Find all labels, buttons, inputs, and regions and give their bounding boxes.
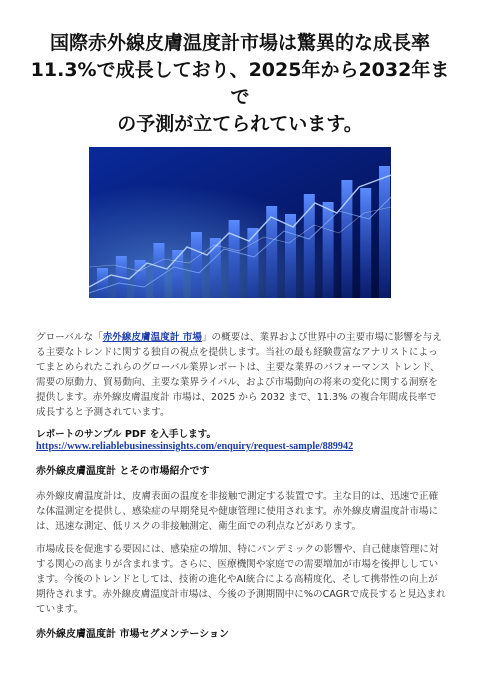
hero-image [89,147,391,298]
section-heading-intro: 赤外線皮膚温度計 とその市場紹介です [36,466,210,477]
intro-paragraph [36,330,446,420]
hero-decorative-bar [247,228,258,298]
title-line-3: の予測が立てられています。 [117,113,363,135]
hero-decorative-bar [360,188,371,298]
page-title [24,30,456,138]
hero-decorative-bar [153,243,164,298]
title-line-1: 国際赤外線皮膚温度計市場は驚異的な成長率 [49,32,430,54]
hero-decorative-bar [323,202,334,298]
sample-title: レポートのサンプル PDF を入手します。 [36,429,217,440]
hero-decorative-bar [229,220,240,298]
market-link[interactable]: 赤外線皮膚温度計 市場 [102,332,202,343]
intro-prefix: グローバルな「 [36,332,103,343]
intro-suffix: 」の概要は、業界および世界中の主要市場に影響を与える主要なトレンドに関する独自の視点を提供します。当社の最も経験豊富なアナリストによってまとめられたこれらのグローバル業界レポートは、主要な業界のパフォーマンス トレンド、需要の原動力、貿易動向、主要な業界ライバル、および市場動向の将来の変化に関する洞察を提供します。赤外線皮膚温度計 市場は、2025 から 2032 まで、11.3% の複合年間成長率で成長すると予測されています。 [36,332,442,418]
intro-section-paragraph-2: 市場成長を促進する要因には、感染症の増加、特にパンデミックの影響や、自己健康管理に対する関心の高まりが含まれます。さらに、医療機関や家庭での需要増加が市場を後押ししています。今後のトレンドとしては、技術の進化やAI統合による高精度化、そして携帯性の向上が期待されます。赤外線皮膚温度計市場は、今後の予測期間中に%のCAGRで成長すると見込まれています。 [36,544,446,615]
hero-decorative-bar [379,166,390,298]
title-line-2: 11.3%で成長しており、2025年から2032年まで [30,59,450,108]
intro-section-paragraph-1: 赤外線皮膚温度計は、皮膚表面の温度を非接触で測定する装置です。主な目的は、迅速で正確な体温測定を提供し、感染症の早期発見や健康管理に使用されます。赤外線皮膚温度計市場には、迅速な測定、低リスクの非接触測定、衛生面での利点などがあります。 [36,491,439,532]
sample-request-link[interactable]: https://www.reliablebusinessinsights.com/enquiry/request-sample/889942 [36,441,354,452]
hero-decorative-bar [97,268,108,298]
hero-decorative-bar [191,232,202,298]
section-heading-segmentation: 赤外線皮膚温度計 市場セグメンテーション [36,629,229,640]
